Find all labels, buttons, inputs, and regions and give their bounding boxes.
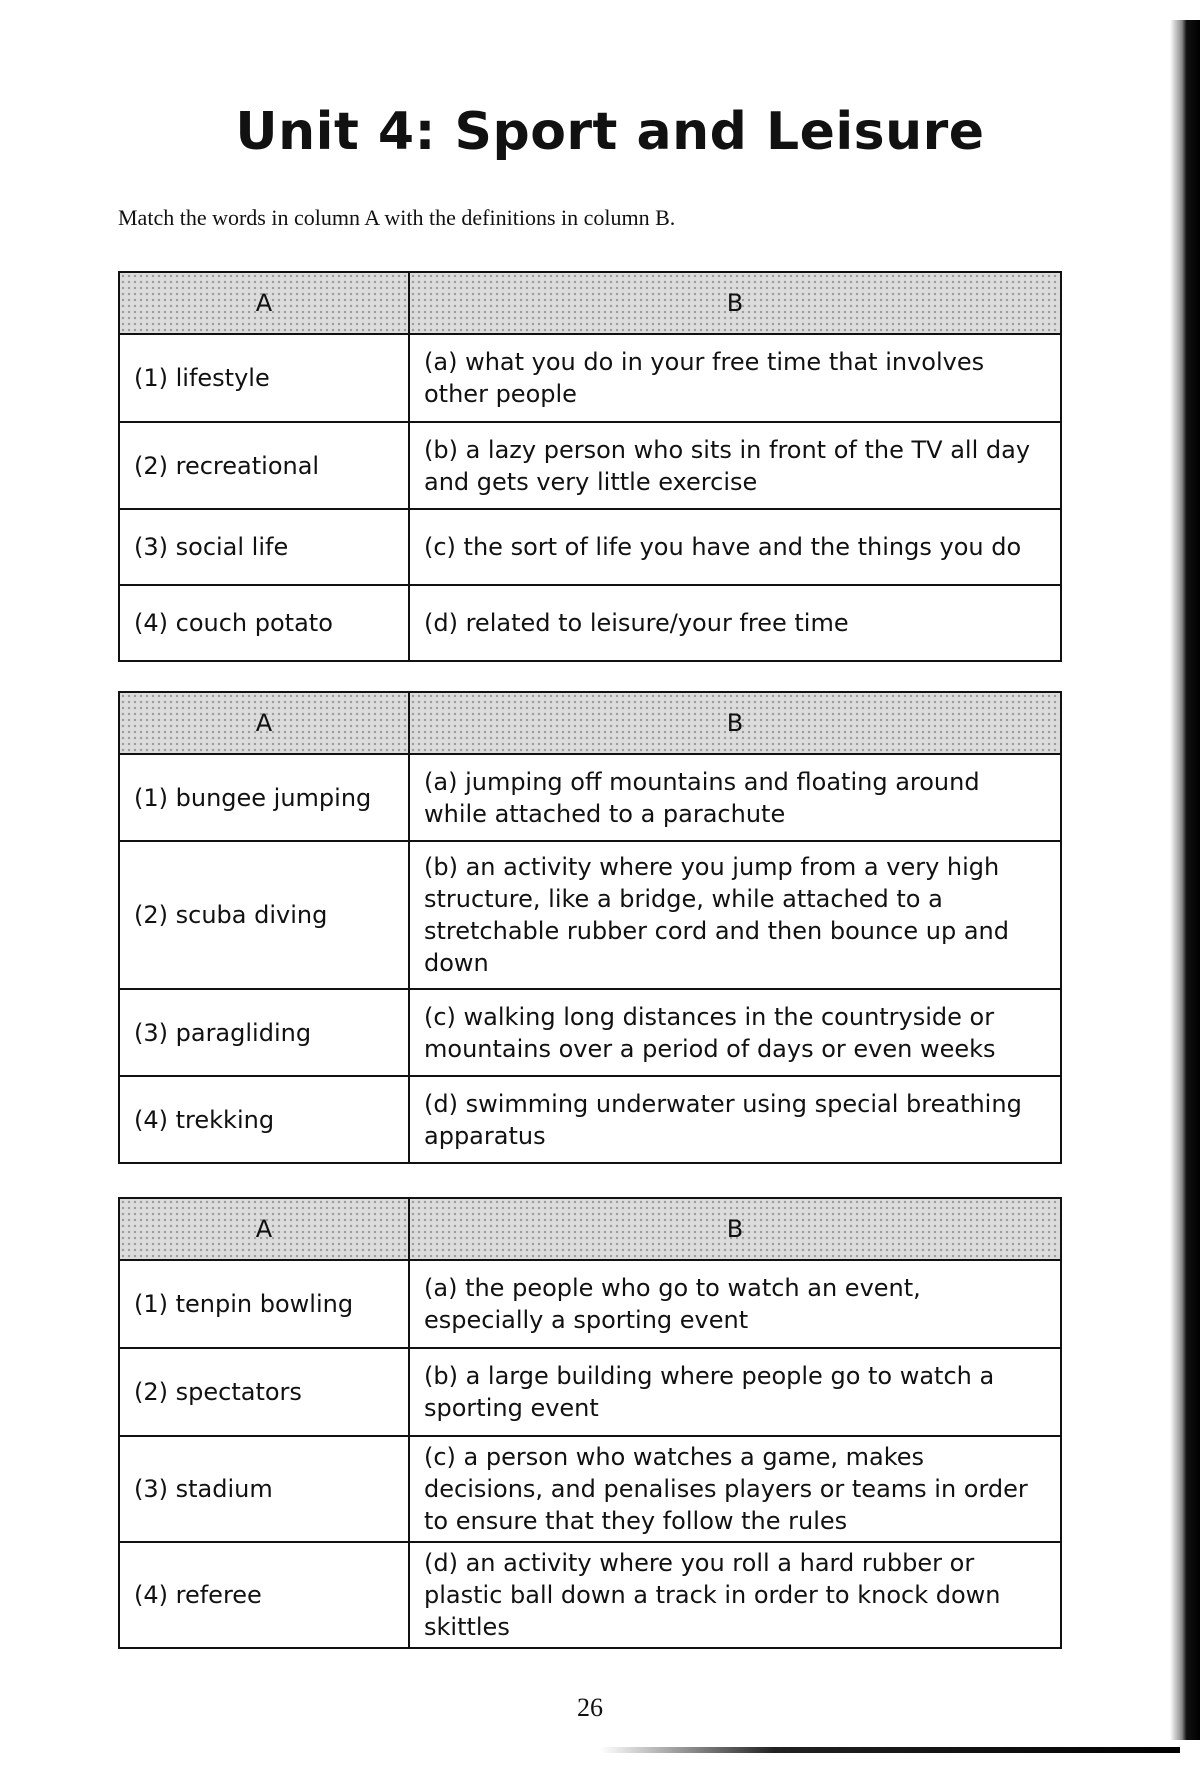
table-row [119, 334, 1061, 422]
table-row [119, 754, 1061, 841]
table-header-row [119, 692, 1061, 754]
column-b-header: B [409, 1198, 1061, 1260]
word-cell: (3) social life [119, 509, 409, 585]
page-title: Unit 4: Sport and Leisure [235, 102, 985, 162]
word-cell: (2) scuba diving [119, 841, 409, 989]
page-edge-bottom-shadow [600, 1747, 1180, 1753]
table-row [119, 585, 1061, 661]
word-cell: (1) lifestyle [119, 334, 409, 422]
column-b-header: B [409, 272, 1061, 334]
definition-cell: (a) the people who go to watch an event, especially a sporting event [409, 1260, 1061, 1348]
page-number: 26 [577, 1693, 603, 1722]
word-cell: (3) paragliding [119, 989, 409, 1076]
table-header-row [119, 272, 1061, 334]
matching-table-3 [118, 1197, 1062, 1649]
word-cell: (4) trekking [119, 1076, 409, 1163]
column-a-header: A [119, 692, 409, 754]
word-cell: (4) couch potato [119, 585, 409, 661]
table-header-row [119, 1198, 1061, 1260]
word-cell: (2) recreational [119, 422, 409, 509]
instruction-text: Match the words in column A with the definitions in column B. [118, 205, 676, 230]
definition-cell: (d) swimming underwater using special breathing apparatus [409, 1076, 1061, 1163]
word-cell: (1) tenpin bowling [119, 1260, 409, 1348]
definition-cell: (b) a large building where people go to watch a sporting event [409, 1348, 1061, 1436]
word-cell: (3) stadium [119, 1436, 409, 1542]
column-b-header: B [409, 692, 1061, 754]
word-cell: (1) bungee jumping [119, 754, 409, 841]
column-a-header: A [119, 1198, 409, 1260]
definition-cell: (b) a lazy person who sits in front of the TV all day and gets very little exercise [409, 422, 1061, 509]
word-cell: (2) spectators [119, 1348, 409, 1436]
table-row [119, 1260, 1061, 1348]
definition-cell: (c) walking long distances in the countryside or mountains over a period of days or even weeks [409, 989, 1061, 1076]
definition-cell: (c) a person who watches a game, makes decisions, and penalises players or teams in order to ensure that they follow the rules [409, 1436, 1061, 1542]
table-row [119, 1436, 1061, 1542]
definition-cell: (c) the sort of life you have and the things you do [409, 509, 1061, 585]
table-row [119, 422, 1061, 509]
table-row [119, 1542, 1061, 1648]
table-row [119, 509, 1061, 585]
table-row [119, 989, 1061, 1076]
definition-cell: (a) what you do in your free time that involves other people [409, 334, 1061, 422]
definition-cell: (a) jumping off mountains and floating around while attached to a parachute [409, 754, 1061, 841]
table-row [119, 1076, 1061, 1163]
word-cell: (4) referee [119, 1542, 409, 1648]
matching-table-1 [118, 271, 1062, 662]
column-a-header: A [119, 272, 409, 334]
definition-cell: (d) related to leisure/your free time [409, 585, 1061, 661]
page-edge-shadow [1170, 20, 1200, 1740]
table-row [119, 841, 1061, 989]
table-row [119, 1348, 1061, 1436]
definition-cell: (d) an activity where you roll a hard rubber or plastic ball down a track in order to knock down skittles [409, 1542, 1061, 1648]
matching-table-2 [118, 691, 1062, 1164]
definition-cell: (b) an activity where you jump from a very high structure, like a bridge, while attached to a stretchable rubber cord and then bounce up and down [409, 841, 1061, 989]
